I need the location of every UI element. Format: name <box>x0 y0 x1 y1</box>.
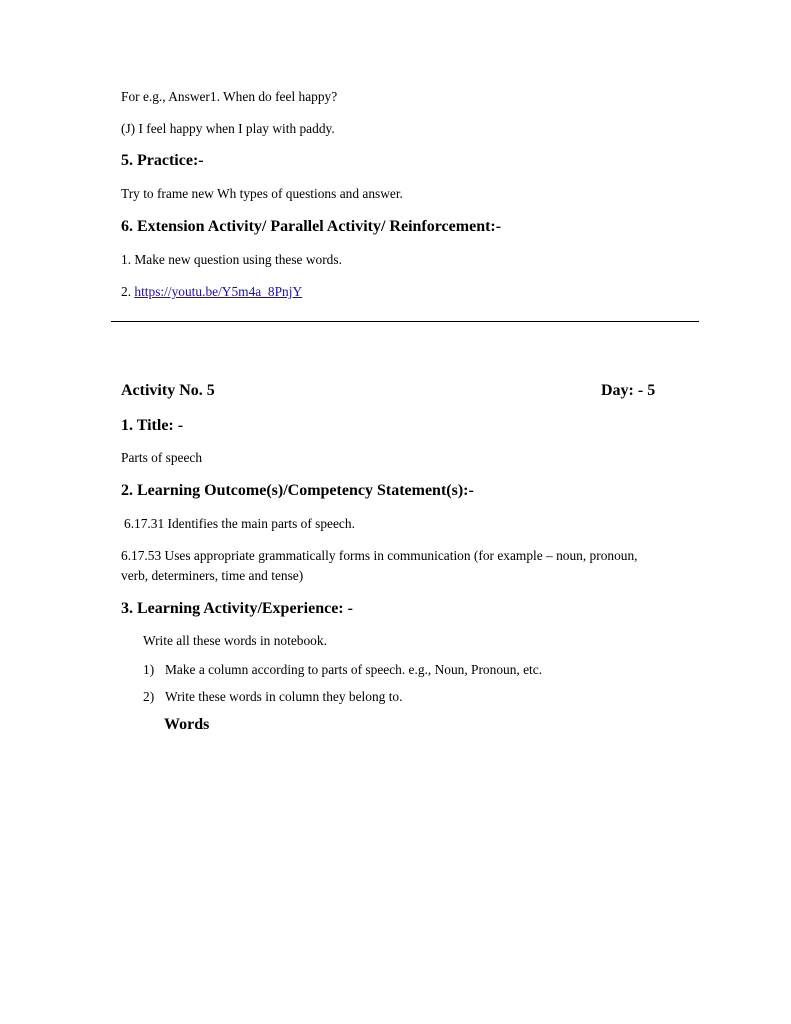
practice-heading: 5. Practice:- <box>121 152 204 169</box>
answer-line: (J) I feel happy when I play with paddy. <box>121 121 335 136</box>
youtube-link[interactable]: https://youtu.be/Y5m4a_8PnjY <box>134 284 303 299</box>
outcome-heading: 2. Learning Outcome(s)/Competency Statement(s):- <box>121 482 474 499</box>
outcome-1: 6.17.31 Identifies the main parts of speech. <box>124 516 355 531</box>
step-2-number: 2) <box>143 689 155 704</box>
section-divider <box>111 321 699 322</box>
step-2 <box>143 689 402 705</box>
title-text: Parts of speech <box>121 450 203 465</box>
extension-item-2 <box>121 284 302 300</box>
outcome-2: 6.17.53 Uses appropriate grammatically forms in communication (for example – noun, pronoun, verb, determiners, time and tense) <box>121 548 638 583</box>
instruction-text: Write all these words in notebook. <box>143 633 327 648</box>
title-heading: 1. Title: - <box>121 417 184 434</box>
example-line: For e.g., Answer1. When do feel happy? <box>121 89 338 104</box>
words-heading: Words <box>164 716 210 733</box>
step-1 <box>143 662 542 678</box>
extension-heading: 6. Extension Activity/ Parallel Activity/ Reinforcement:- <box>121 218 502 235</box>
step-2-text: Write these words in column they belong to. <box>165 689 403 704</box>
learning-heading: 3. Learning Activity/Experience: - <box>121 600 353 617</box>
extension-item-2-prefix: 2. <box>121 284 135 299</box>
extension-item-1: 1. Make new question using these words. <box>121 252 342 267</box>
practice-text: Try to frame new Wh types of questions and answer. <box>121 186 403 201</box>
step-1-text: Make a column according to parts of speech. e.g., Noun, Pronoun, etc. <box>165 662 543 677</box>
day-label: Day: - 5 <box>601 382 656 399</box>
activity-label: Activity No. 5 <box>121 382 215 399</box>
step-1-number: 1) <box>143 662 155 677</box>
